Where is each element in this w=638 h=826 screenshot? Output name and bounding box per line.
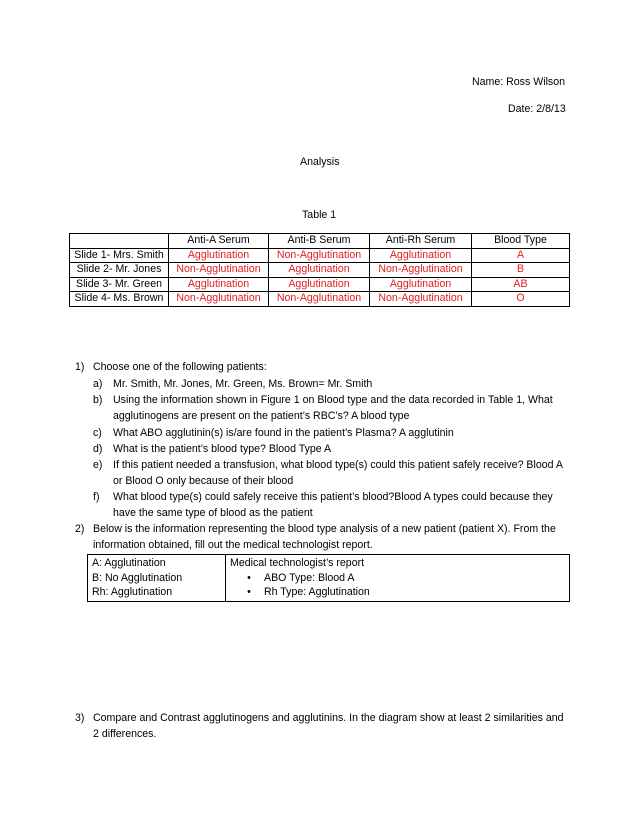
result-cell: Agglutination <box>169 277 269 292</box>
table-header-row <box>70 234 570 249</box>
table-row <box>70 263 570 278</box>
report-item-text: Rh Type: Agglutination <box>264 586 370 598</box>
header-cell: Anti-B Serum <box>269 234 370 249</box>
subquestion-letter: c) <box>93 427 102 439</box>
header-cell: Anti-Rh Serum <box>370 234 472 249</box>
subquestion-letter: d) <box>93 443 103 455</box>
subquestion-letter: a) <box>93 378 103 390</box>
result-cell: Agglutination <box>269 277 370 292</box>
question-text: 2 differences. <box>93 728 157 740</box>
slide-label: Slide 3- Mr. Green <box>70 277 169 292</box>
agglutination-results <box>88 555 226 602</box>
report-item-text: ABO Type: Blood A <box>264 571 355 584</box>
blood-type-cell: B <box>472 263 570 278</box>
slide-label: Slide 1- Mrs. Smith <box>70 248 169 263</box>
result-cell: Non-Agglutination <box>269 292 370 307</box>
subquestion-text: What is the patient’s blood type? Blood Type A <box>113 443 332 455</box>
subquestion-letter: f) <box>93 491 100 503</box>
header-cell <box>70 234 169 249</box>
patient-x-table <box>87 554 570 602</box>
subquestion-letter: b) <box>93 394 103 406</box>
question-text: information obtained, fill out the medical technologist report. <box>93 539 373 551</box>
result-line: Rh: Agglutination <box>92 586 173 598</box>
question-text: Choose one of the following patients: <box>93 361 267 373</box>
report-item <box>230 571 565 586</box>
result-cell: Agglutination <box>370 248 472 263</box>
blood-type-cell: A <box>472 248 570 263</box>
slide-label: Slide 4- Ms. Brown <box>70 292 169 307</box>
question-text: Below is the information representing the blood type analysis of a new patient (patient X). From the <box>93 523 556 535</box>
blood-type-cell: AB <box>472 277 570 292</box>
bullet-icon: • <box>247 586 251 598</box>
question-number: 1) <box>75 361 85 373</box>
report-title: Medical technologist’s report <box>230 557 365 569</box>
table-row <box>70 277 570 292</box>
date: Date: 2/8/13 <box>508 103 566 115</box>
subquestion-text: or Blood O only because of their blood <box>113 475 294 487</box>
result-line: B: No Agglutination <box>92 571 183 584</box>
result-line: A: Agglutination <box>92 557 166 569</box>
subquestion-text: Using the information shown in Figure 1 on Blood type and the data recorded in Table 1, What <box>113 394 553 406</box>
bullet-icon: • <box>247 571 251 584</box>
table-row <box>70 248 570 263</box>
subquestion-letter: e) <box>93 459 103 471</box>
subquestion-text: agglutinogens are present on the patient’s RBC’s? A blood type <box>113 410 410 422</box>
slide-label: Slide 2- Mr. Jones <box>70 263 169 278</box>
section-title: Analysis <box>300 156 340 168</box>
subquestion-text: have the same type of blood as the patient <box>113 507 313 519</box>
result-cell: Non-Agglutination <box>269 248 370 263</box>
subquestion-text: What blood type(s) could safely receive this patient’s blood?Blood A types could because they <box>113 491 553 503</box>
subquestion-text: What ABO agglutinin(s) is/are found in the patient’s Plasma? A agglutinin <box>113 427 454 439</box>
student-name: Name: Ross Wilson <box>472 76 566 88</box>
result-cell: Agglutination <box>370 277 472 292</box>
subquestion-text: Mr. Smith, Mr. Jones, Mr. Green, Ms. Brown= Mr. Smith <box>113 378 373 390</box>
header-cell: Blood Type <box>472 234 570 249</box>
header-cell: Anti-A Serum <box>169 234 269 249</box>
question-number: 2) <box>75 523 85 535</box>
question-text: Compare and Contrast agglutinogens and agglutinins. In the diagram show at least 2 similarities and <box>93 712 564 724</box>
result-cell: Non-Agglutination <box>370 292 472 307</box>
subquestion-text: If this patient needed a transfusion, what blood type(s) could this patient safely receive? Blood A <box>113 459 563 471</box>
table-caption: Table 1 <box>302 209 337 221</box>
question-number: 3) <box>75 712 85 724</box>
result-cell: Non-Agglutination <box>370 263 472 278</box>
report-item <box>230 585 565 600</box>
blood-type-table <box>69 233 570 307</box>
result-cell: Agglutination <box>169 248 269 263</box>
result-cell: Agglutination <box>269 263 370 278</box>
result-cell: Non-Agglutination <box>169 263 269 278</box>
table-row <box>70 292 570 307</box>
result-cell: Non-Agglutination <box>169 292 269 307</box>
technologist-report <box>226 555 570 602</box>
blood-type-cell: O <box>472 292 570 307</box>
